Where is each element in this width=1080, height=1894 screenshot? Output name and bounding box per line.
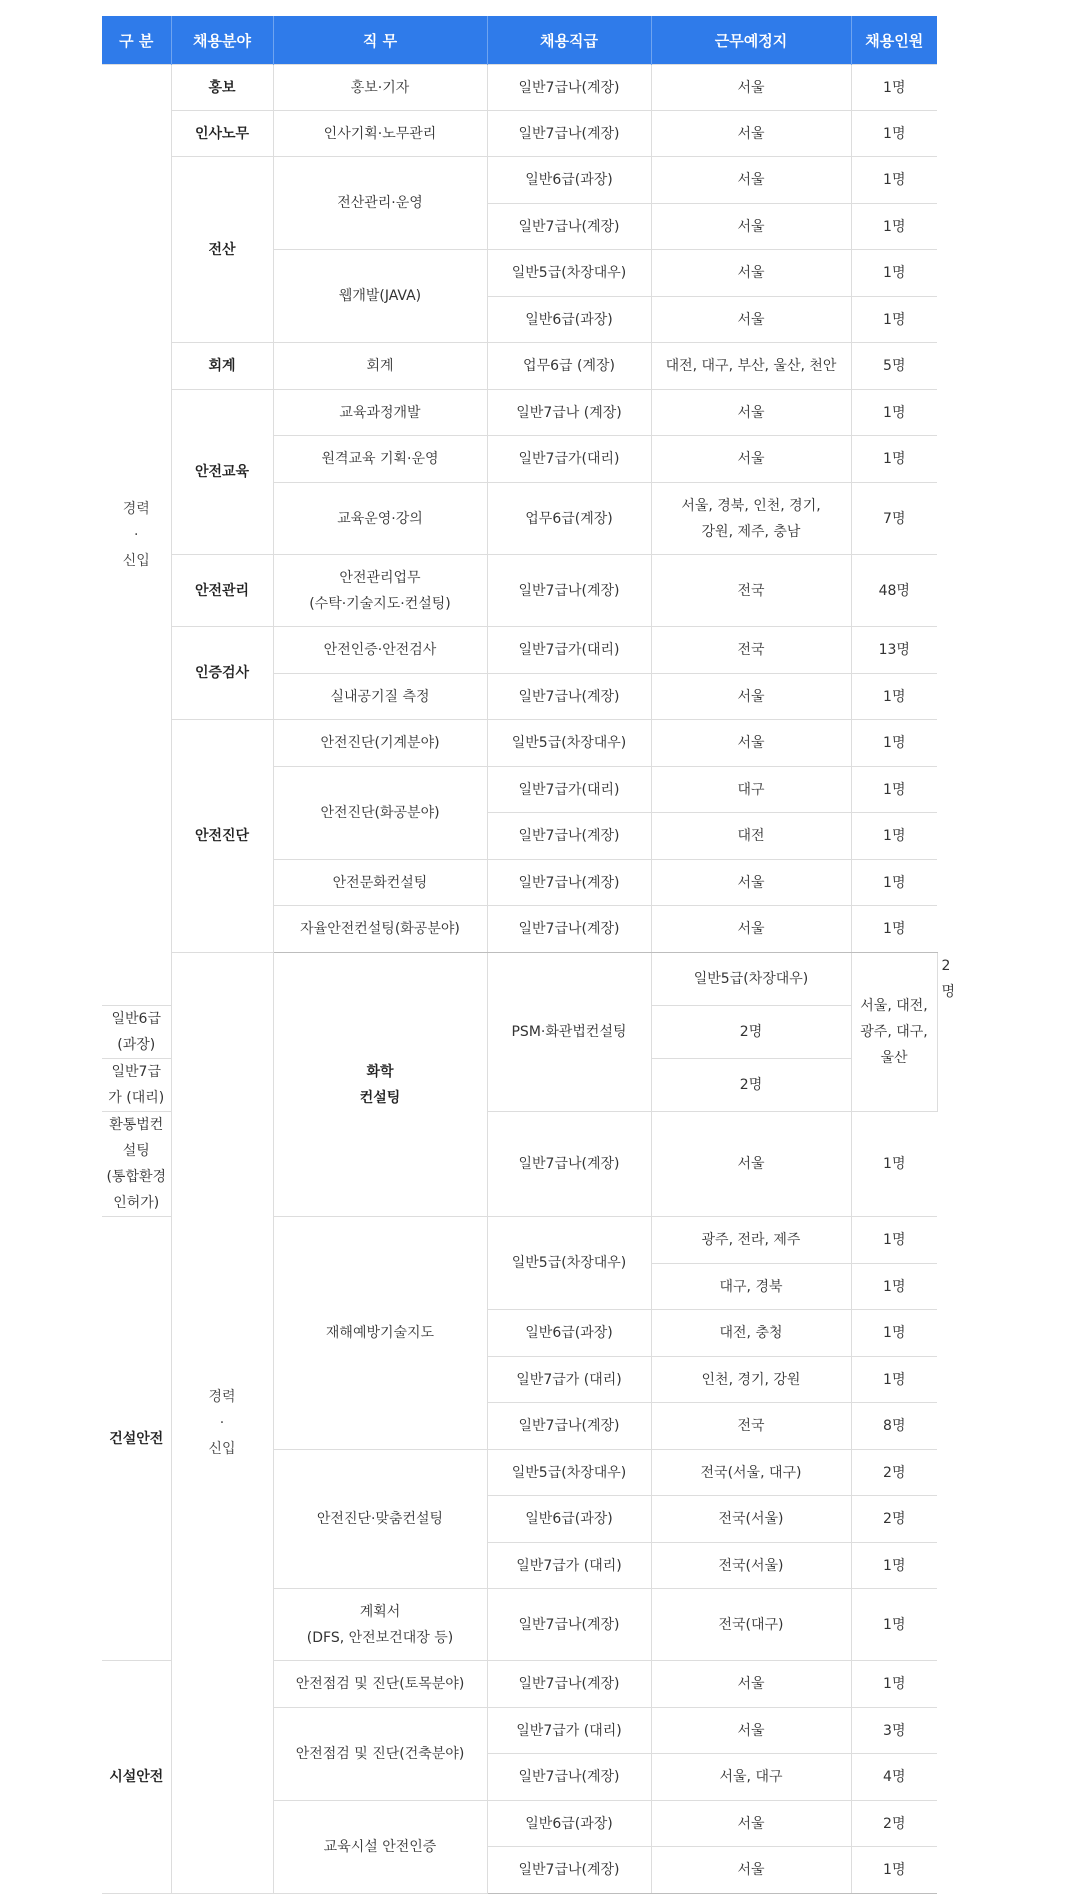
table-cell: 1명 (851, 860, 937, 906)
table-cell: 회계 (273, 343, 487, 390)
table-cell: 안전점검 및 진단(건축분야) (273, 1708, 487, 1801)
table-cell: 화학 컨설팅 (273, 953, 487, 1217)
table-cell: 전국 (651, 555, 851, 627)
table-cell: 안전관리 (171, 555, 273, 627)
table-cell: 2명 (851, 1450, 937, 1496)
table-cell: 일반7급나(계장) (487, 1403, 651, 1450)
table-cell: 1명 (851, 1310, 937, 1357)
table-cell: 서울 (651, 297, 851, 343)
table-cell: 일반5급(차장대우) (487, 720, 651, 767)
table-cell: 업무6급(계장) (487, 483, 651, 555)
table-body (102, 65, 956, 1894)
table-cell: 서울 (651, 1801, 851, 1847)
table-cell: 안전교육 (171, 390, 273, 555)
table-cell: 일반7급나 (계장) (487, 390, 651, 436)
table-cell: 일반5급(차장대우) (487, 1217, 651, 1310)
table-cell: 경력 · 신입 (102, 65, 171, 1006)
table-cell: 2명 (851, 1496, 937, 1543)
table-cell: 1명 (851, 65, 937, 111)
table-cell: 8명 (851, 1403, 937, 1450)
table-cell: 일반6급(과장) (487, 157, 651, 204)
table-cell: 전국(대구) (651, 1589, 851, 1661)
table-cell: 일반6급(과장) (487, 1310, 651, 1357)
table-row (102, 343, 937, 390)
table-cell: 13명 (851, 627, 937, 674)
table-cell: 서울 (651, 65, 851, 111)
table-cell: 일반7급가 (대리) (487, 1543, 651, 1589)
table-cell: 1명 (851, 250, 937, 297)
header-grade: 채용직급 (487, 16, 651, 65)
recruitment-table (102, 16, 956, 1894)
table-cell: 안전진단 (171, 720, 273, 953)
table-cell: 1명 (851, 1543, 937, 1589)
table-header-row (102, 16, 937, 65)
table-cell: 대전, 충청 (651, 1310, 851, 1357)
table-cell: 일반7급나(계장) (487, 906, 651, 953)
table-cell: 홍보 (171, 65, 273, 111)
table-cell: 교육시설 안전인증 (273, 1801, 487, 1894)
table-cell: 1명 (851, 1661, 937, 1708)
table-cell: 1명 (851, 1847, 937, 1894)
table-cell: 전국(서울) (651, 1543, 851, 1589)
table-cell: 일반7급나(계장) (487, 1112, 651, 1217)
table-cell: 4명 (851, 1754, 937, 1801)
table-cell: 1명 (851, 767, 937, 813)
table-cell: 2명 (651, 1059, 851, 1112)
table-cell: 일반7급가(대리) (487, 436, 651, 483)
table-cell: 일반6급(과장) (487, 297, 651, 343)
table-cell: 1명 (851, 1264, 937, 1310)
table-cell: 전국 (651, 627, 851, 674)
table-cell: 1명 (851, 674, 937, 720)
table-cell: 1명 (851, 297, 937, 343)
table-cell: 서울 (651, 860, 851, 906)
table-row (102, 720, 937, 767)
table-cell: 서울 (651, 906, 851, 953)
table-row (102, 555, 937, 627)
table-cell: 재해예방기술지도 (273, 1217, 487, 1450)
table-cell: 일반6급(과장) (487, 1496, 651, 1543)
table-cell: 교육과정개발 (273, 390, 487, 436)
table-cell: 서울 (651, 1847, 851, 1894)
table-cell: 전국(서울, 대구) (651, 1450, 851, 1496)
table-cell: 건설안전 (102, 1217, 171, 1661)
table-cell: 일반7급나(계장) (487, 813, 651, 860)
table-cell: 1명 (851, 720, 937, 767)
table-cell: 업무6급 (계장) (487, 343, 651, 390)
table-cell: 광주, 전라, 제주 (651, 1217, 851, 1264)
table-cell: 회계 (171, 343, 273, 390)
table-cell: 웹개발(JAVA) (273, 250, 487, 343)
table-row (102, 627, 937, 674)
table-cell: 1명 (851, 813, 937, 860)
table-cell: 일반5급(차장대우) (487, 250, 651, 297)
table-cell: 서울 (651, 1708, 851, 1754)
table-cell: 일반7급가(대리) (487, 627, 651, 674)
table-cell: 1명 (851, 1217, 937, 1264)
table-cell: 인사기획·노무관리 (273, 111, 487, 157)
table-cell: 1명 (851, 1357, 937, 1403)
table-cell: 서울 (651, 157, 851, 204)
table-cell: 원격교육 기획·운영 (273, 436, 487, 483)
table-cell: 일반7급가 (대리) (487, 1357, 651, 1403)
table-cell: 서울, 경북, 인천, 경기, 강원, 제주, 충남 (651, 483, 851, 555)
table-cell: 1명 (851, 157, 937, 204)
table-row: 경력 · 신입 화학 컨설팅 PSM·화관법컨설팅 일반5급(차장대우) 서울, 대전, 광주, 대구, 울산 2명 (102, 953, 937, 1006)
table-cell: 안전점검 및 진단(토목분야) (273, 1661, 487, 1708)
table-cell: 2명 (651, 1006, 851, 1059)
table-cell: 서울 (651, 436, 851, 483)
table-cell: 실내공기질 측정 (273, 674, 487, 720)
table-cell: 서울 (651, 720, 851, 767)
table-cell: 일반5급(차장대우) (651, 953, 851, 1006)
table-cell: 1명 (851, 390, 937, 436)
table-cell: 7명 (851, 483, 937, 555)
table-cell: 대구, 경북 (651, 1264, 851, 1310)
table-cell: 전국 (651, 1403, 851, 1450)
table-cell: 일반7급나(계장) (487, 860, 651, 906)
table-cell: 환통법컨설팅 (통합환경인허가) (102, 1112, 171, 1217)
table-cell: 대전, 대구, 부산, 울산, 천안 (651, 343, 851, 390)
table-cell: 서울, 대구 (651, 1754, 851, 1801)
table-cell: 안전관리업무 (수탁·기술지도·컨설팅) (273, 555, 487, 627)
table-cell: 홍보·기자 (273, 65, 487, 111)
header-headcount: 채용인원 (851, 16, 937, 65)
table-cell: 일반7급나(계장) (487, 1589, 651, 1661)
table-cell: 일반6급(과장) (487, 1801, 651, 1847)
header-field: 채용분야 (171, 16, 273, 65)
table-cell: 경력 · 신입 (171, 953, 273, 1894)
table-cell: 서울 (651, 674, 851, 720)
table-cell: 시설안전 (102, 1661, 171, 1894)
table-cell: 전산 (171, 157, 273, 343)
table-cell: 서울 (651, 1112, 851, 1217)
table-cell: 1명 (851, 436, 937, 483)
table-cell: 2명 (851, 1801, 937, 1847)
table-cell: 1명 (851, 1589, 937, 1661)
table-cell: 서울 (651, 390, 851, 436)
table-cell: 일반7급나(계장) (487, 1754, 651, 1801)
table-cell: 일반7급가(대리) (487, 767, 651, 813)
table-cell: 48명 (851, 555, 937, 627)
table-cell: 계획서 (DFS, 안전보건대장 등) (273, 1589, 487, 1661)
table-cell: 안전진단(기계분야) (273, 720, 487, 767)
table-cell: 일반7급나(계장) (487, 674, 651, 720)
table-cell: 일반7급나(계장) (487, 111, 651, 157)
table-cell: 일반7급나(계장) (487, 555, 651, 627)
table-cell: 전산관리·운영 (273, 157, 487, 250)
header-category: 구 분 (102, 16, 171, 65)
table-cell: 서울, 대전, 광주, 대구, 울산 (851, 953, 937, 1112)
table-cell: 안전진단·맞춤컨설팅 (273, 1450, 487, 1589)
table-cell: 안전진단(화공분야) (273, 767, 487, 860)
table-cell: 일반7급가 (대리) (487, 1708, 651, 1754)
table-row (102, 111, 937, 157)
table-cell: 일반7급나(계장) (487, 1661, 651, 1708)
header-location: 근무예정지 (651, 16, 851, 65)
table-cell: PSM·화관법컨설팅 (487, 953, 651, 1112)
table-cell: 대구 (651, 767, 851, 813)
table-cell: 자율안전컨설팅(화공분야) (273, 906, 487, 953)
table-cell: 안전문화컨설팅 (273, 860, 487, 906)
table-cell: 서울 (651, 204, 851, 250)
table-cell: 일반5급(차장대우) (487, 1450, 651, 1496)
table-cell: 일반7급나(계장) (487, 204, 651, 250)
header-duty: 직 무 (273, 16, 487, 65)
table-row (102, 65, 937, 111)
table-cell: 일반7급가 (대리) (102, 1059, 171, 1112)
table-cell: 안전인증·안전검사 (273, 627, 487, 674)
table-cell: 일반7급나(계장) (487, 1847, 651, 1894)
table-cell: 서울 (651, 1661, 851, 1708)
table-cell: 인사노무 (171, 111, 273, 157)
table-row (102, 157, 937, 204)
table-cell: 일반6급(과장) (102, 1006, 171, 1059)
table-cell: 인증검사 (171, 627, 273, 720)
table-cell: 서울 (651, 111, 851, 157)
table-cell: 5명 (851, 343, 937, 390)
table-cell: 인천, 경기, 강원 (651, 1357, 851, 1403)
table-row (102, 390, 937, 436)
table-cell: 1명 (851, 906, 937, 953)
table-cell: 대전 (651, 813, 851, 860)
table-cell: 1명 (851, 204, 937, 250)
table-cell: 3명 (851, 1708, 937, 1754)
table-cell: 1명 (851, 1112, 937, 1217)
table-cell: 전국(서울) (651, 1496, 851, 1543)
table-cell: 교육운영·강의 (273, 483, 487, 555)
table-cell: 1명 (851, 111, 937, 157)
table-cell: 서울 (651, 250, 851, 297)
table-cell: 일반7급나(계장) (487, 65, 651, 111)
